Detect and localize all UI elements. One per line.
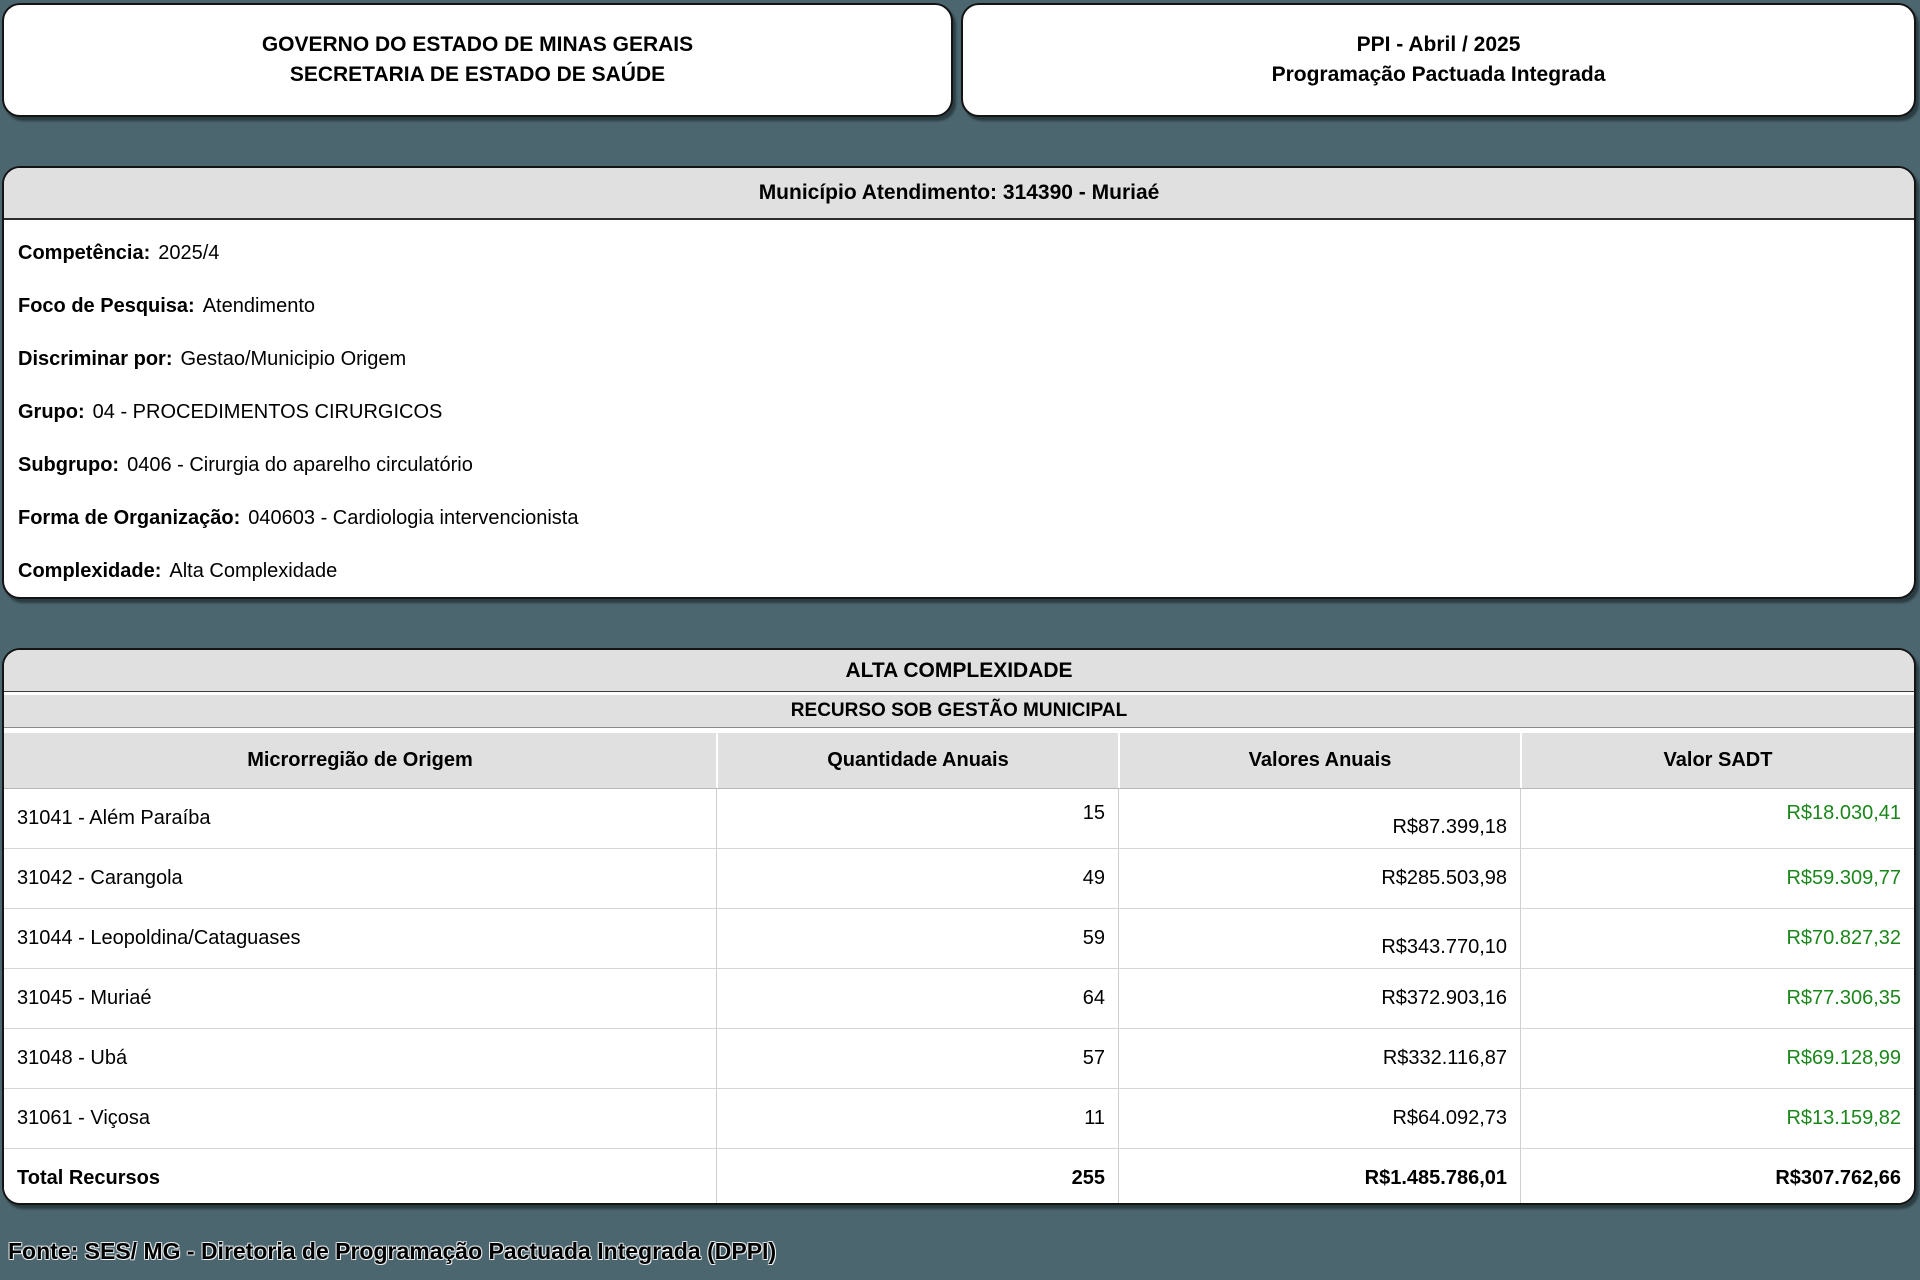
filter-foco-pesquisa — [18, 280, 1900, 333]
cell-valores: R$285.503,98 — [1118, 849, 1520, 908]
total-qty: 255 — [716, 1149, 1118, 1205]
filter-subgrupo — [18, 439, 1900, 492]
cell-qty: 15 — [716, 789, 1118, 848]
filter-complexidade-label: Complexidade: — [18, 560, 162, 582]
table-total-row — [4, 1149, 1914, 1205]
column-header-valores: Valores Anuais — [1118, 733, 1520, 788]
table-subtitle: RECURSO SOB GESTÃO MUNICIPAL — [4, 695, 1914, 728]
table-row — [4, 1029, 1914, 1089]
filter-discriminar-por-value: Gestao/Municipio Origem — [180, 348, 407, 370]
cell-region: 31042 - Carangola — [17, 867, 183, 889]
cell-sadt: R$69.128,99 — [1520, 1029, 1914, 1088]
table-row — [4, 789, 1914, 849]
cell-valores: R$87.399,18 — [1118, 789, 1520, 848]
filter-competencia — [18, 227, 1900, 280]
table-row — [4, 849, 1914, 909]
report-title-card — [961, 3, 1916, 117]
table-row — [4, 969, 1914, 1029]
table-row — [4, 1089, 1914, 1149]
filter-foco-pesquisa-label: Foco de Pesquisa: — [18, 295, 195, 317]
cell-region: 31044 - Leopoldina/Cataguases — [17, 927, 301, 949]
filter-grupo — [18, 386, 1900, 439]
filter-complexidade-value: Alta Complexidade — [169, 560, 338, 582]
filter-forma-organizacao-label: Forma de Organização: — [18, 507, 241, 529]
filters-body — [4, 220, 1914, 598]
filter-competencia-value: 2025/4 — [158, 242, 220, 264]
cell-valores: R$343.770,10 — [1118, 909, 1520, 968]
cell-region: 31061 - Viçosa — [17, 1107, 151, 1129]
resources-table-card — [2, 648, 1916, 1205]
cell-valores: R$332.116,87 — [1118, 1029, 1520, 1088]
filter-subgrupo-label: Subgrupo: — [18, 454, 120, 476]
government-header-card — [2, 3, 953, 117]
source-footer: Fonte: SES/ MG - Diretoria de Programação Pactuada Integrada (DPPI) — [8, 1238, 777, 1264]
filter-discriminar-por-label: Discriminar por: — [18, 348, 173, 370]
cell-qty: 57 — [716, 1029, 1118, 1088]
total-sadt: R$307.762,66 — [1520, 1149, 1914, 1205]
total-valores: R$1.485.786,01 — [1118, 1149, 1520, 1205]
table-row — [4, 909, 1914, 969]
table-title: ALTA COMPLEXIDADE — [4, 650, 1914, 692]
cell-sadt: R$59.309,77 — [1520, 849, 1914, 908]
government-title-line2: SECRETARIA DE ESTADO DE SAÚDE — [289, 63, 666, 86]
cell-qty: 59 — [716, 909, 1118, 968]
cell-qty: 49 — [716, 849, 1118, 908]
cell-valores: R$372.903,16 — [1118, 969, 1520, 1028]
table-header-row — [4, 733, 1914, 789]
filter-discriminar-por — [18, 333, 1900, 386]
cell-sadt: R$70.827,32 — [1520, 909, 1914, 968]
cell-region: 31048 - Ubá — [17, 1047, 128, 1069]
filter-forma-organizacao — [18, 492, 1900, 545]
column-header-sadt: Valor SADT — [1520, 733, 1914, 788]
municipio-atendimento-header: Município Atendimento: 314390 - Muriaé — [4, 168, 1914, 220]
column-header-quantidade: Quantidade Anuais — [716, 733, 1118, 788]
filter-subgrupo-value: 0406 - Cirurgia do aparelho circulatório — [127, 454, 473, 476]
filter-forma-organizacao-value: 040603 - Cardiologia intervencionista — [248, 507, 579, 529]
filter-complexidade — [18, 545, 1900, 598]
column-header-microrregiao: Microrregião de Origem — [247, 749, 473, 771]
filters-card — [2, 166, 1916, 599]
report-title-line2: Programação Pactuada Integrada — [1271, 63, 1606, 86]
cell-qty: 11 — [716, 1089, 1118, 1148]
report-title-line1: PPI - Abril / 2025 — [1356, 32, 1521, 56]
government-title-line1: GOVERNO DO ESTADO DE MINAS GERAIS — [261, 32, 694, 56]
cell-region: 31041 - Além Paraíba — [17, 807, 211, 829]
cell-valores: R$64.092,73 — [1118, 1089, 1520, 1148]
filter-grupo-label: Grupo: — [18, 401, 85, 423]
filter-foco-pesquisa-value: Atendimento — [202, 295, 316, 317]
cell-region: 31045 - Muriaé — [17, 987, 152, 1009]
filter-competencia-label: Competência: — [18, 242, 151, 264]
cell-sadt: R$13.159,82 — [1520, 1089, 1914, 1148]
filter-grupo-value: 04 - PROCEDIMENTOS CIRURGICOS — [92, 401, 443, 423]
cell-sadt: R$77.306,35 — [1520, 969, 1914, 1028]
cell-sadt: R$18.030,41 — [1520, 789, 1914, 848]
total-label: Total Recursos — [17, 1167, 160, 1189]
cell-qty: 64 — [716, 969, 1118, 1028]
